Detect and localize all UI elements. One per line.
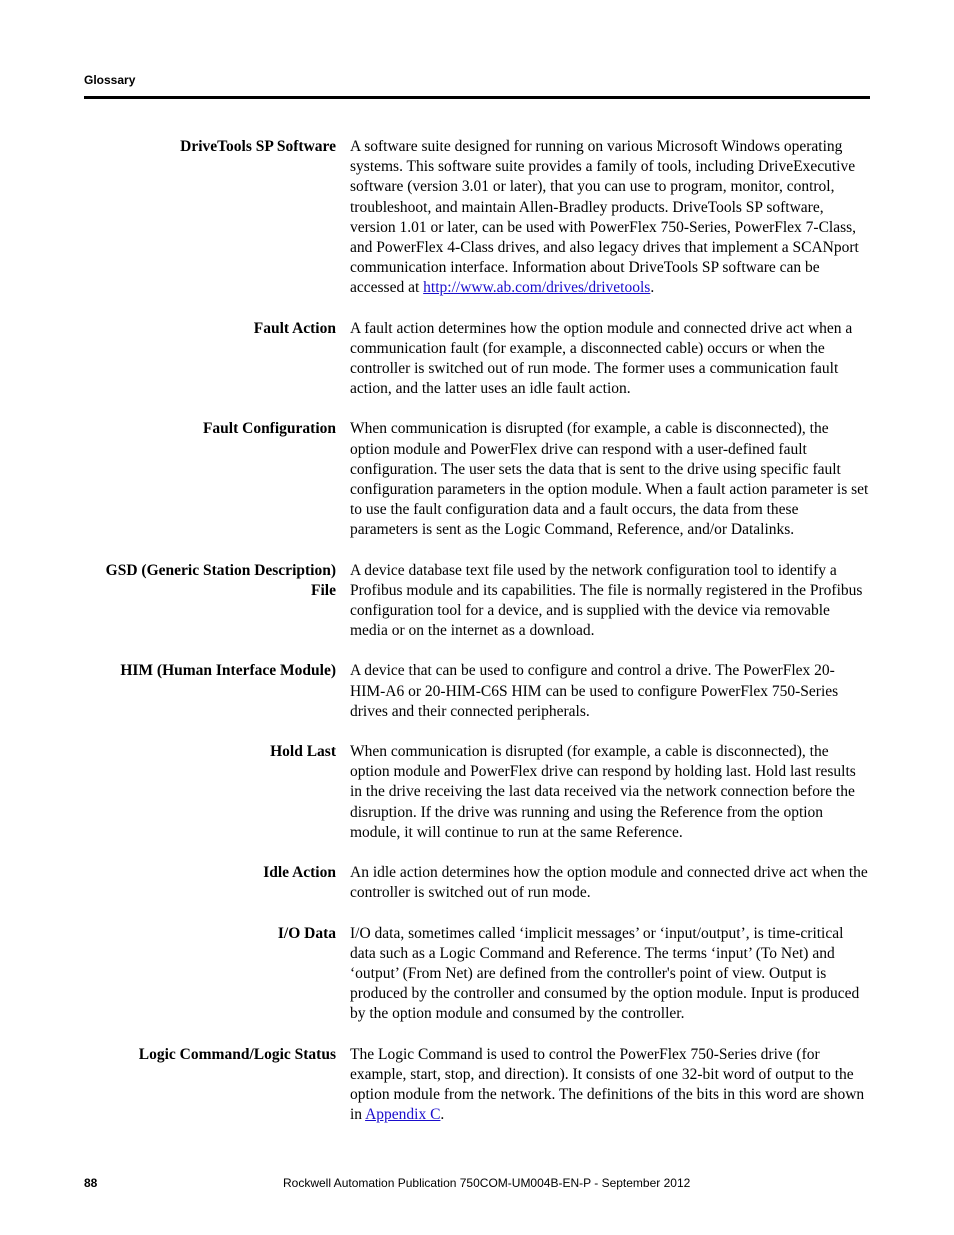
glossary-entry [84, 561, 870, 642]
glossary-definition: A fault action determines how the option module and connected drive act when a communication fault (for example, a disconnected cable) occurs or when the controller is switched out of run mode. The former uses a communication fault action, and the latter uses an idle fault action. [350, 319, 853, 398]
definition-text: The Logic Command is used to control the PowerFlex 750-Series drive (for example, start, stop, and direction). It consists of one 32-bit word of output to the option module from the network. The definitions of the bits in this word are shown in [350, 1045, 865, 1124]
glossary-entry [84, 1045, 870, 1126]
glossary-definition: When communication is disrupted (for example, a cable is disconnected), the option module and PowerFlex drive can respond with a user-defined fault configuration. The user sets the data that is sent to the drive using specific fault configuration parameters in the option module. When a fault action parameter is set to use the fault configuration data and a fault occurs, the data from these parameters is sent as the Logic Command, Reference, and/or Datalinks. [350, 420, 869, 539]
glossary-entry [84, 924, 870, 1025]
glossary-term: DriveTools SP Software [180, 138, 336, 155]
glossary-term: I/O Data [277, 924, 336, 942]
page-number: 88 [84, 1176, 98, 1190]
glossary-term: Fault Action [253, 319, 336, 337]
publication-info: Rockwell Automation Publication 750COM-UM004B-EN-P - September 2012 [283, 1176, 691, 1190]
header-divider [84, 96, 870, 99]
glossary-definition: An idle action determines how the option module and connected drive act when the controller is switched out of run mode. [350, 864, 868, 902]
glossary-term: Logic Command/Logic Status [138, 1045, 336, 1063]
glossary-entry [84, 419, 870, 540]
glossary-definition: I/O data, sometimes called ‘implicit messages’ or ‘input/output’, is time-critical data such as a Logic Command and Reference. The terms ‘input’ (To Net) and ‘output’ (From Net) are defined from the controller's point of view. Output is produced by the controller and consumed by the option module. Input is produced by the option module and consumed by the controller. [350, 924, 860, 1023]
glossary-term [84, 561, 336, 642]
glossary-term: Fault Configuration [202, 420, 336, 438]
glossary-term: HIM (Human Interface Module) [120, 662, 336, 680]
glossary-term: Hold Last [270, 743, 336, 761]
glossary-term: Idle Action [263, 864, 336, 882]
glossary-entry [84, 863, 870, 903]
glossary-entry [84, 661, 870, 722]
glossary-entry [84, 137, 870, 299]
glossary-term-line: GSD (Generic Station Description) [105, 561, 336, 579]
glossary-term-line: File [311, 581, 336, 599]
glossary-definition: A device that can be used to configure and control a drive. The PowerFlex 20-HIM-A6 or 20-HIM-C6S HIM can be used to configure PowerFlex 750-Series drives and their connected peripherals. [350, 662, 839, 720]
glossary-definition [350, 1045, 870, 1126]
glossary-definition: When communication is disrupted (for example, a cable is disconnected), the option module and PowerFlex drive can respond by holding last. Hold last results in the drive receiving the last data received via the network connection before the disruption. If the drive was running and using the Reference from the option module, it will continue to run at the same Reference. [350, 743, 856, 841]
glossary-entry [84, 319, 870, 400]
definition-text: A software suite designed for running on various Microsoft Windows operating systems. This software suite provides a family of tools, including DriveExecutive software (version 3.01 or later), that you can use to program, monitor, control, troubleshoot, and maintain Allen-Bradley products. DriveTools SP software, version 1.01 or later, can be used with PowerFlex 750-Series, PowerFlex 7-Class, and PowerFlex 4-Class drives, and also legacy drives that implement a SCANport communication interface. Information about DriveTools SP software can be accessed at [350, 138, 859, 297]
appendix-c-link[interactable]: Appendix C [365, 1106, 441, 1124]
drivetools-link[interactable]: http://www.ab.com/drives/drivetools [423, 279, 651, 297]
glossary-entry [84, 742, 870, 843]
glossary-list [84, 137, 870, 1145]
definition-end: . [650, 279, 655, 297]
definition-end: . [440, 1106, 445, 1124]
glossary-definition [350, 137, 870, 299]
glossary-definition: A device database text file used by the network configuration tool to identify a Profibus module and its capabilities. The file is normally registered in the Profibus configuration tool for a device, and is supplied with the device via removable media or on the internet as a download. [350, 561, 863, 640]
section-header: Glossary [84, 73, 136, 87]
